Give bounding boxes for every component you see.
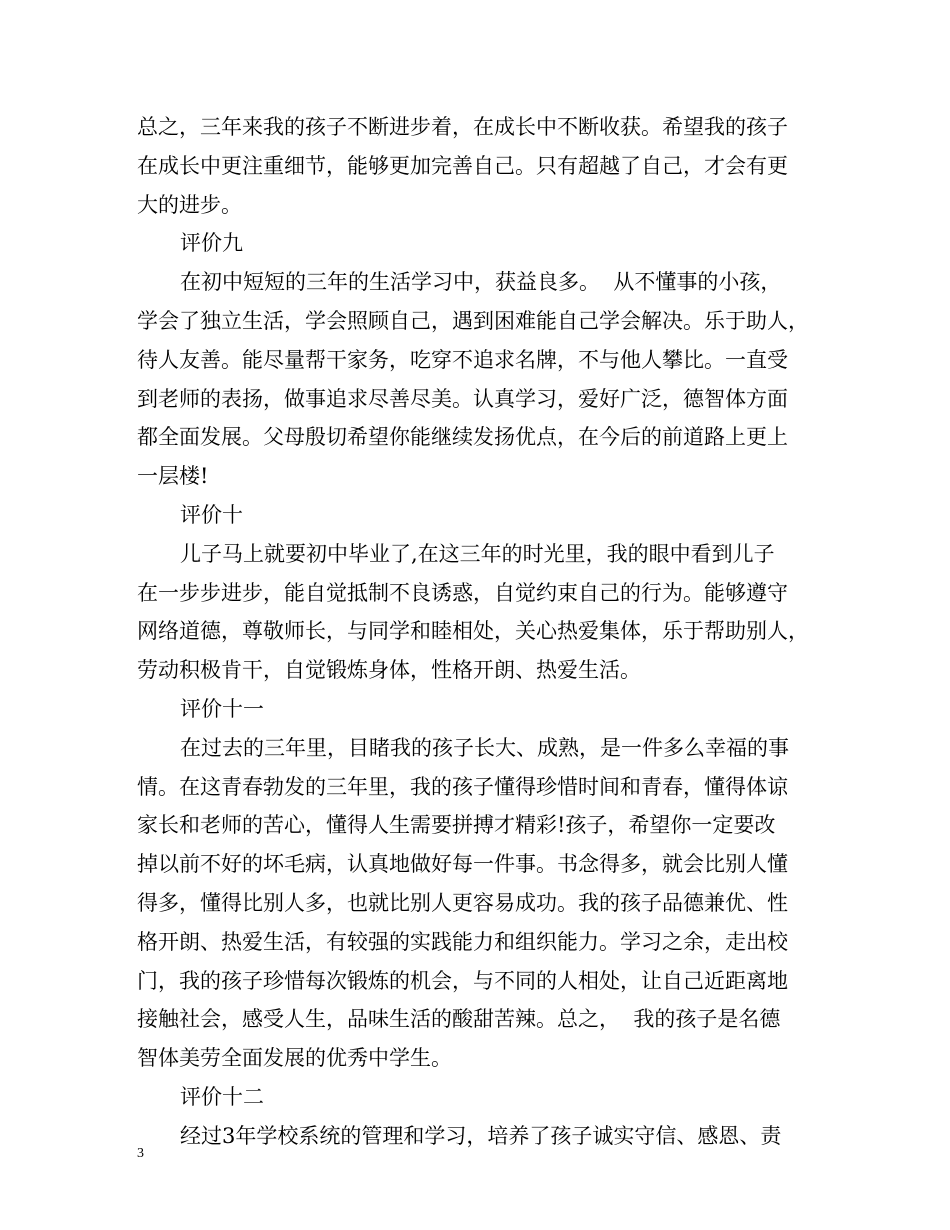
text-line: 在成长中更注重细节，能够更加完善自己。只有超越了自己，才会有更 <box>137 153 788 178</box>
text-line: 一层楼! <box>137 464 209 489</box>
text-line: 掉以前不好的坏毛病，认真地做好每一件事。书念得多，就会比别人懂 <box>137 852 788 877</box>
text-line: 都全面发展。父母殷切希望你能继续发扬优点，在今后的前道路上更上 <box>137 425 788 450</box>
text-line: 在一步步进步，能自觉抵制不良诱惑，自觉约束自己的行为。能够遵守 <box>137 580 788 605</box>
text-line: 劳动积极肯干，自觉锻炼身体，性格开朗、热爱生活。 <box>137 658 641 683</box>
text-line: 评价九 <box>180 231 243 256</box>
text-line: 待人友善。能尽量帮干家务，吃穿不追求名牌，不与他人攀比。一直受 <box>137 347 788 372</box>
text-line: 经过3年学校系统的管理和学习，培养了孩子诚实守信、感恩、责 <box>180 1123 782 1148</box>
text-line: 学会了独立生活，学会照顾自己，遇到困难能自己学会解决。乐于助人， <box>137 308 809 333</box>
document-body <box>137 108 827 1156</box>
text-line: 在过去的三年里，目睹我的孩子长大、成熟，是一件多么幸福的事 <box>180 735 789 760</box>
text-line: 在初中短短的三年的生活学习中，获益良多。 从不懂事的小孩， <box>180 270 782 295</box>
text-line: 评价十二 <box>180 1084 264 1109</box>
text-line: 情。在这青春勃发的三年里，我的孩子懂得珍惜时间和青春，懂得体谅 <box>137 774 788 799</box>
text-line: 评价十一 <box>180 696 264 721</box>
text-line: 评价十 <box>180 502 243 527</box>
text-line: 到老师的表扬，做事追求尽善尽美。认真学习，爱好广泛，德智体方面 <box>137 386 788 411</box>
text-line: 得多，懂得比别人多，也就比别人更容易成功。我的孩子品德兼优、性 <box>137 890 788 915</box>
text-line: 总之，三年来我的孩子不断进步着，在成长中不断收获。希望我的孩子 <box>137 115 788 139</box>
text-line: 门，我的孩子珍惜每次锻炼的机会，与不同的人相处，让自己近距离地 <box>137 968 788 993</box>
text-line: 网络道德，尊敬师长，与同学和睦相处，关心热爱集体，乐于帮助别人， <box>137 619 809 644</box>
text-line: 儿子马上就要初中毕业了,在这三年的时光里，我的眼中看到儿子 <box>180 541 775 566</box>
page-number: 3 <box>137 1146 144 1161</box>
text-line: 家长和老师的苦心，懂得人生需要拼搏才精彩!孩子，希望你一定要改 <box>137 813 776 838</box>
text-line: 智体美劳全面发展的优秀中学生。 <box>137 1046 452 1071</box>
text-line: 大的进步。 <box>137 192 242 217</box>
text-line: 接触社会，感受人生，品味生活的酸甜苦辣。总之， 我的孩子是名德 <box>137 1007 781 1032</box>
text-line: 格开朗、热爱生活，有较强的实践能力和组织能力。学习之余，走出校 <box>137 929 788 954</box>
